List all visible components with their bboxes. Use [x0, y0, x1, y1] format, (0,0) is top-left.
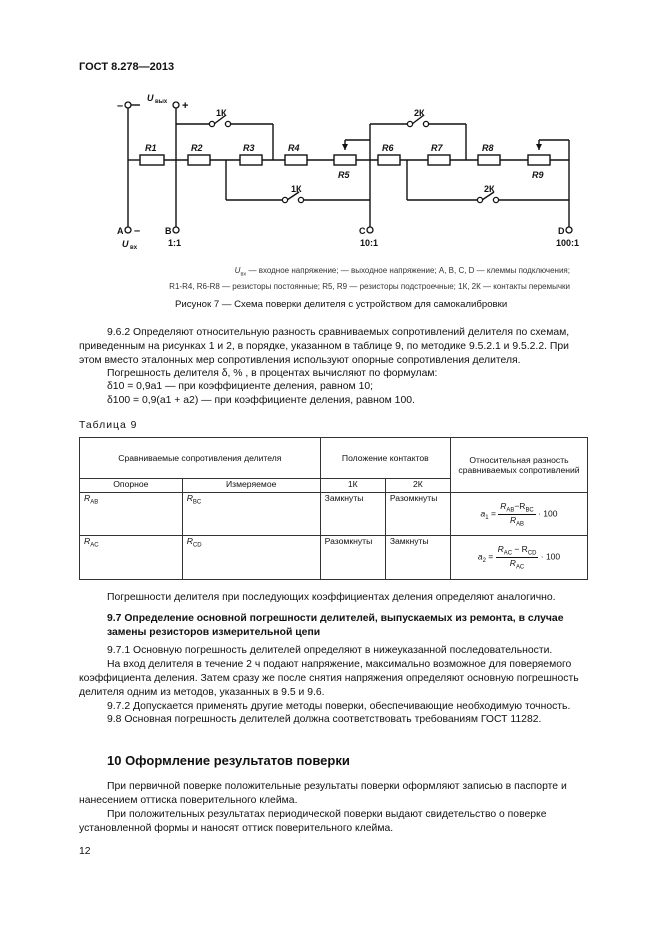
heading-section-10: 10 Оформление результатов поверки — [107, 753, 350, 768]
circuit-diagram — [0, 0, 661, 300]
paragraph-9-6-2: 9.6.2 Определяют относительную разность сравниваемых сопротивлений делителя по схемам, приведенным на рисунках 1 и 2, в порядке, указанном в таблице 9, по методике 9.5.2.1 и 9.5.2.2. При этом вместо эталонных мер сопротивления используют опорные сопротивления делителя. — [79, 327, 570, 366]
document-header: ГОСТ 8.278—2013 — [79, 61, 175, 73]
label-r1: R1 — [145, 143, 157, 153]
terminal-b: B — [165, 226, 172, 236]
label-r7: R7 — [431, 143, 443, 153]
svg-text:–: – — [134, 225, 141, 237]
label-1k-lower: 1К — [291, 184, 302, 194]
label-1k-upper: 1К — [216, 108, 227, 118]
ratio-1: 1:1 — [168, 238, 182, 248]
label-r2: R2 — [191, 143, 203, 153]
label-r5: R5 — [338, 170, 350, 180]
resistor-r4 — [285, 155, 307, 165]
label-r6: R6 — [382, 143, 394, 153]
resistor-r9 — [528, 155, 550, 165]
svg-text:вых: вых — [155, 99, 168, 105]
resistor-r5 — [334, 155, 356, 165]
resistor-r7 — [428, 155, 450, 165]
label-2k-lower: 2К — [484, 184, 495, 194]
ratio-100: 100:1 — [556, 238, 580, 248]
paragraph-error: Погрешность делителя δ, % , в процентах вычисляют по формулам: — [107, 368, 438, 379]
minus-sign: – — [117, 100, 124, 112]
figure-legend: $U_{вх}$ — входное напряжение; — выходное напряжение; A, B, C, D — клеммы подключения; R1-R4, R6-R8 — резисторы постоянные; R5, R9 — резисторы подстроечные; 1К, 2К — контакты перемычки — [169, 266, 570, 291]
figure-caption: Рисунок 7 — Схема поверки делителя с устройством для самокалибровки — [175, 299, 508, 310]
table-9 — [79, 437, 588, 580]
ratio-10: 10:1 — [360, 238, 379, 248]
table-row: $R_{AB}$ $R_{BC}$ Замкнуты Разомкнуты $a_1$ = $R_{AB}-R_{BC}$ $R_{AB}$ · 100 — [80, 493, 588, 536]
terminal-a: A — [117, 226, 124, 236]
terminal-c: C — [359, 226, 366, 236]
table-row: $R_{AC}$ $R_{CD}$ Разомкнуты Замкнуты $a_2$ = $R_{AC} - R_{CD}$ $R_{AC}$ · 100 — [80, 536, 588, 580]
table-title: Таблица 9 — [79, 420, 138, 431]
page-number: 12 — [79, 846, 91, 857]
formula-delta100: δ100 = 0,9(a1 + a2) — при коэффициенте деления, равном 100. — [107, 395, 415, 406]
heading-9-7: 9.7 Определение основной погрешности делителей, выпускаемых из ремонта, в случае замены резисторов измерительной цепи — [107, 613, 564, 638]
label-r4: R4 — [288, 143, 300, 153]
paragraph-9-7-1b: На вход делителя в течение 2 ч подают напряжение, максимально возможное для поверяемого коэффициента деления. Затем сразу же после снятия напряжения определяют основную погрешность делителя одним из методов, указанных в 9.5 и 9.6. — [79, 659, 579, 698]
th-1k: 1К — [320, 479, 385, 493]
label-r8: R8 — [482, 143, 494, 153]
formula-delta10: δ10 = 0,9a1 — при коэффициенте деления, равном 10; — [107, 381, 374, 392]
resistor-r1 — [140, 155, 164, 165]
label-r3: R3 — [243, 143, 255, 153]
svg-text:U: U — [147, 93, 154, 103]
svg-text:вх: вх — [130, 245, 138, 251]
th-2k: 2К — [385, 479, 450, 493]
th-contacts: Положение контактов — [320, 438, 450, 479]
label-2k-upper: 2К — [414, 108, 425, 118]
resistor-r2 — [188, 155, 210, 165]
th-diff: Относительная разность сравниваемых сопротивлений — [451, 438, 588, 493]
paragraph-9-7-1: 9.7.1 Основную погрешность делителей определяют в нижеуказанной последовательности. — [107, 645, 553, 656]
resistor-r8 — [478, 155, 500, 165]
paragraph-10-b: При положительных результатах периодической поверки выдают свидетельство о поверке установленной формы и наносят оттиск поверительного клейма. — [79, 809, 547, 834]
paragraph-9-8: 9.8 Основная погрешность делителей должна соответствовать требованиям ГОСТ 11282. — [107, 714, 542, 725]
terminal-d: D — [558, 226, 565, 236]
resistor-r3 — [240, 155, 262, 165]
label-r9: R9 — [532, 170, 544, 180]
svg-text:U: U — [122, 239, 129, 249]
th-meas: Измеряемое — [182, 479, 320, 493]
th-ref: Опорное — [80, 479, 183, 493]
paragraph-10-a: При первичной поверке положительные результаты поверки оформляют записью в паспорте и нанесением оттиска поверительного клейма. — [79, 781, 567, 806]
th-compared: Сравниваемые сопротивления делителя — [80, 438, 321, 479]
paragraph-after-table: Погрешности делителя при последующих коэффициентах деления определяют аналогично. — [107, 592, 556, 603]
plus-sign: + — [182, 100, 189, 112]
resistor-r6 — [378, 155, 400, 165]
paragraph-9-7-2: 9.7.2 Допускается применять другие методы поверки, обеспечивающие необходимую точность. — [107, 701, 571, 712]
